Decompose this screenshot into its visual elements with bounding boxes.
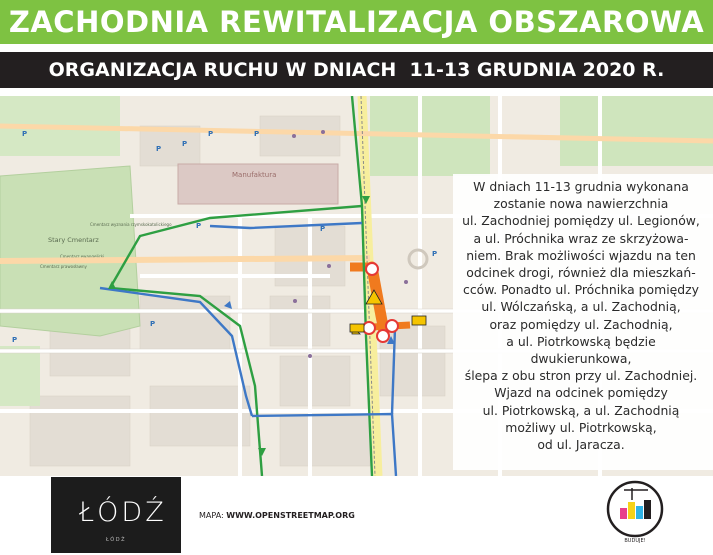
lodz-small-text: ŁÓDŹ (105, 537, 127, 543)
svg-text:Cmentarz prawosławny: Cmentarz prawosławny (40, 264, 87, 269)
svg-text:P: P (156, 145, 162, 153)
svg-text:Cmentarz wyznania rzymskokatol: Cmentarz wyznania rzymskokatolickiego (90, 222, 172, 227)
mall-building (178, 164, 338, 204)
svg-text:P: P (254, 130, 260, 138)
svg-text:P: P (22, 130, 28, 138)
buduje-caption: BUDUJE! (624, 538, 646, 544)
svg-text:P: P (182, 140, 188, 148)
svg-text:P: P (12, 336, 18, 344)
map-credit-prefix: MAPA: (199, 511, 227, 520)
map-credit (199, 511, 355, 520)
mall-label: Manufaktura (232, 171, 277, 179)
lodz-logo (51, 477, 181, 553)
page-title: ZACHODNIA REWITALIZACJA OBSZAROWA (0, 0, 713, 44)
page-subtitle: ORGANIZACJA RUCHU W DNIACH 11-13 GRUDNIA 2020 R. (0, 52, 713, 88)
svg-text:P: P (196, 222, 202, 230)
lodz-buduje-logo (606, 480, 664, 538)
svg-text:Stary Cmentarz: Stary Cmentarz (48, 236, 99, 244)
info-text: W dniach 11-13 grudnia wykonana zostanie nowa nawierzchnia ul. Zachodniej pomiędzy ul. Legionów, a ul. Próchnika wraz ze skrzyżowa- niem. Brak możliwości wjazdu na ten odcinek drogi, również dla mieszkań- cców. Ponadto ul. Próchnika pomiędzy ul. Wólczańską, a ul. Zachodnią, oraz pomiędzy ul. Zachodnią, a ul. Piotrkowską będzie dwukierunkowa, ślepa z obu stron przy ul. Zachodniej. Wjazd na odcinek pomiędzy ul. Piotrkowską, a ul. Zachodnią możliwy ul. Piotrkowską, od ul. Jaracza. (462, 179, 700, 453)
lodz-wordmark: ŁÓDŹ (79, 497, 167, 528)
svg-text:P: P (150, 320, 156, 328)
svg-text:Cmentarz ewangelicki: Cmentarz ewangelicki (60, 254, 105, 259)
svg-text:P: P (432, 250, 438, 258)
svg-text:P: P (208, 130, 214, 138)
map-credit-source[interactable]: WWW.OPENSTREETMAP.ORG (226, 511, 355, 520)
svg-text:P: P (320, 225, 326, 233)
